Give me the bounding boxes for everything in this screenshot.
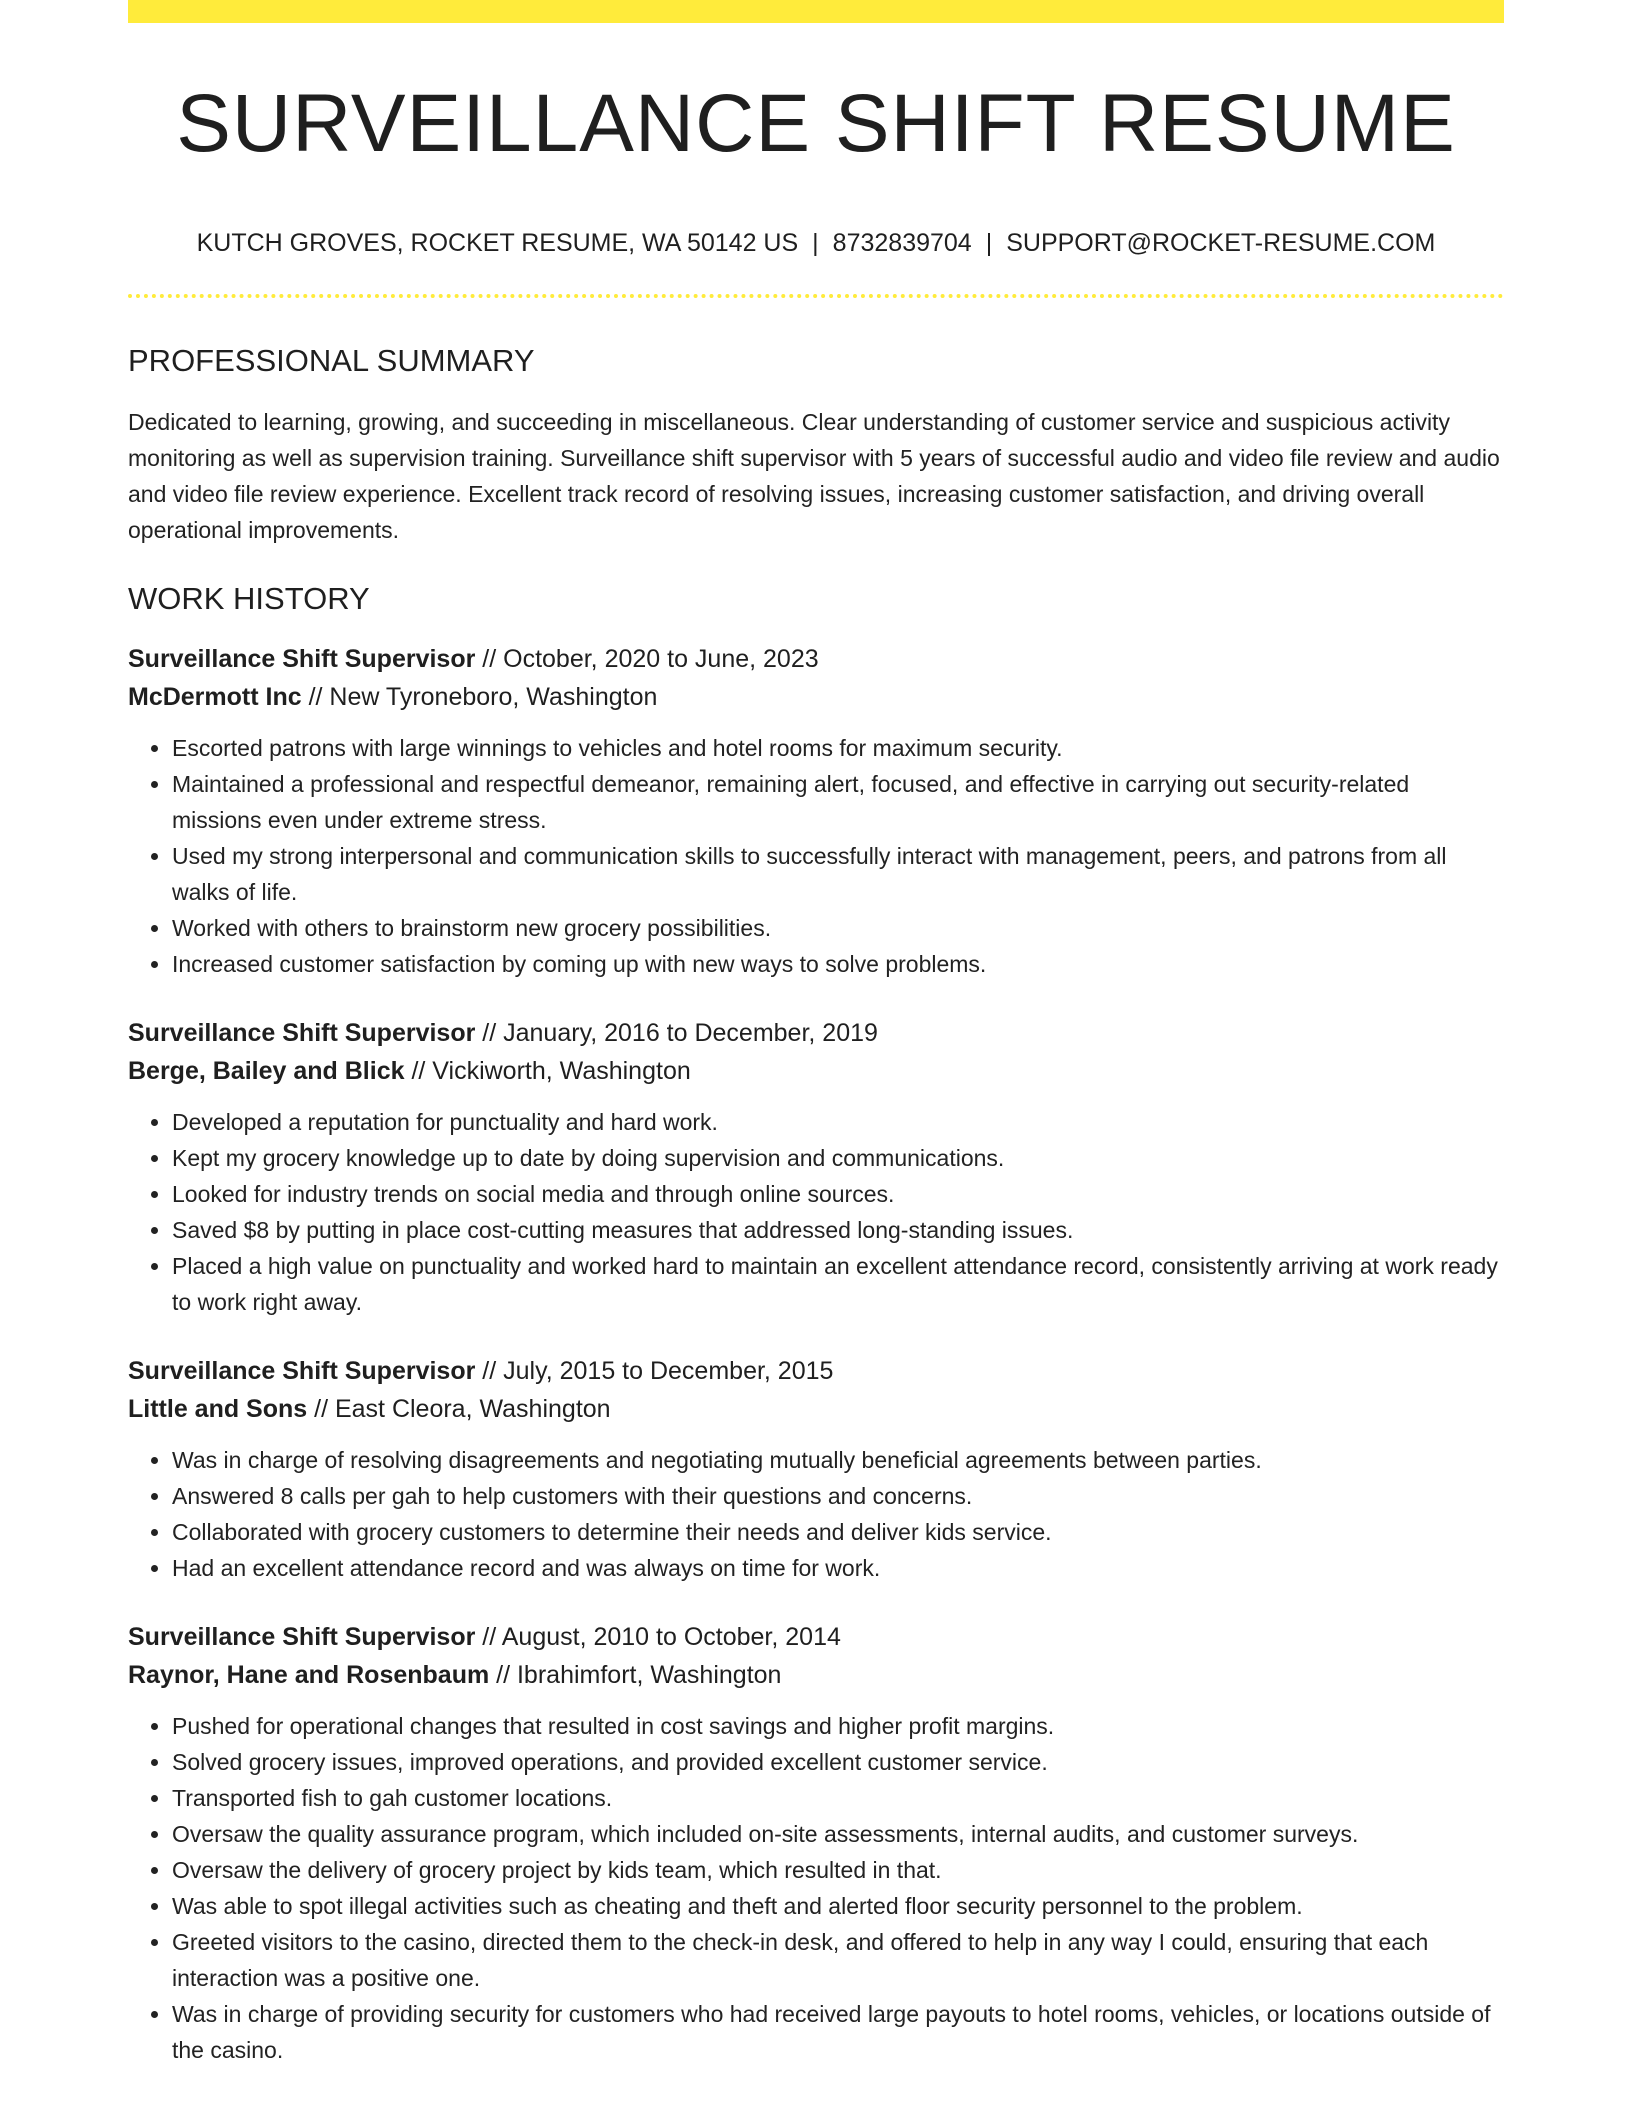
- list-item: • Was able to spot illegal activities such as cheating and theft and alerted floor security personnel to the problem.: [172, 1888, 1504, 1924]
- job-company: McDermott Inc: [128, 683, 302, 711]
- list-item: • Oversaw the delivery of grocery project by kids team, which resulted in that.: [172, 1852, 1504, 1888]
- list-item: • Placed a high value on punctuality and worked hard to maintain an excellent attendance record, consistently arriving at work ready to work right away.: [172, 1248, 1504, 1320]
- contact-separator: |: [812, 229, 819, 257]
- list-item: • Was in charge of providing security for customers who had received large payouts to hotel rooms, vehicles, or locations outside of the casino.: [172, 1996, 1504, 2068]
- list-item: • Worked with others to brainstorm new grocery possibilities.: [172, 910, 1504, 946]
- job-entry: [128, 1352, 1504, 1586]
- contact-phone: 8732839704: [832, 229, 972, 257]
- job-title: Surveillance Shift Supervisor: [128, 1623, 476, 1651]
- contact-email: SUPPORT@ROCKET-RESUME.COM: [1006, 229, 1436, 257]
- contact-line: [128, 231, 1504, 256]
- list-item: • Greeted visitors to the casino, directed them to the check-in desk, and offered to help in any way I could, ensuring that each interaction was a positive one.: [172, 1924, 1504, 1996]
- job-location: // Ibrahimfort, Washington: [489, 1661, 782, 1689]
- list-item: • Answered 8 calls per gah to help customers with their questions and concerns.: [172, 1478, 1504, 1514]
- list-item: • Transported fish to gah customer locations.: [172, 1780, 1504, 1816]
- list-item: • Used my strong interpersonal and communication skills to successfully interact with management, peers, and patrons from all walks of life.: [172, 838, 1504, 910]
- job-company-line: [128, 678, 1504, 716]
- list-item: • Saved $8 by putting in place cost-cutting measures that addressed long-standing issues.: [172, 1212, 1504, 1248]
- job-bullet-list: [128, 1104, 1504, 1320]
- job-title-line: [128, 1014, 1504, 1052]
- job-location: // New Tyroneboro, Washington: [301, 683, 658, 711]
- job-title: Surveillance Shift Supervisor: [128, 645, 476, 673]
- list-item: • Increased customer satisfaction by coming up with new ways to solve problems.: [172, 946, 1504, 982]
- job-company-line: [128, 1052, 1504, 1090]
- job-bullet-list: [128, 1442, 1504, 1586]
- list-item: • Was in charge of resolving disagreements and negotiating mutually beneficial agreements between parties.: [172, 1442, 1504, 1478]
- job-bullet-list: [128, 730, 1504, 982]
- job-company-line: [128, 1390, 1504, 1428]
- list-item: • Kept my grocery knowledge up to date by doing supervision and communications.: [172, 1140, 1504, 1176]
- dotted-divider: [128, 294, 1504, 298]
- job-title-line: [128, 1618, 1504, 1656]
- contact-separator: |: [985, 229, 993, 257]
- job-location: // East Cleora, Washington: [307, 1395, 611, 1423]
- work-history-list: [128, 640, 1504, 2068]
- job-company: Little and Sons: [128, 1395, 308, 1423]
- job-location: // Vickiworth, Washington: [404, 1057, 691, 1085]
- summary-heading: PROFESSIONAL SUMMARY: [128, 343, 535, 378]
- job-company: Berge, Bailey and Blick: [128, 1057, 405, 1085]
- list-item: • Oversaw the quality assurance program, which included on-site assessments, internal audits, and customer surveys.: [172, 1816, 1504, 1852]
- list-item: • Pushed for operational changes that resulted in cost savings and higher profit margins.: [172, 1708, 1504, 1744]
- list-item: • Maintained a professional and respectful demeanor, remaining alert, focused, and effective in carrying out security-related missions even under extreme stress.: [172, 766, 1504, 838]
- job-entry: [128, 640, 1504, 982]
- job-dates: // January, 2016 to December, 2019: [475, 1019, 878, 1047]
- list-item: • Solved grocery issues, improved operations, and provided excellent customer service.: [172, 1744, 1504, 1780]
- job-company: Raynor, Hane and Rosenbaum: [128, 1661, 490, 1689]
- list-item: • Had an excellent attendance record and was always on time for work.: [172, 1550, 1504, 1586]
- job-title-line: [128, 1352, 1504, 1390]
- list-item: • Developed a reputation for punctuality and hard work.: [172, 1104, 1504, 1140]
- job-title: Surveillance Shift Supervisor: [128, 1357, 476, 1385]
- contact-address: KUTCH GROVES, ROCKET RESUME, WA 50142 US: [196, 229, 799, 257]
- job-dates: // July, 2015 to December, 2015: [475, 1357, 834, 1385]
- resume-page: [128, 0, 1504, 2068]
- job-title-line: [128, 640, 1504, 678]
- list-item: • Collaborated with grocery customers to determine their needs and deliver kids service.: [172, 1514, 1504, 1550]
- job-dates: // October, 2020 to June, 2023: [475, 645, 819, 673]
- job-entry: [128, 1618, 1504, 2068]
- job-company-line: [128, 1656, 1504, 1694]
- job-title: Surveillance Shift Supervisor: [128, 1019, 476, 1047]
- list-item: • Looked for industry trends on social media and through online sources.: [172, 1176, 1504, 1212]
- list-item: • Escorted patrons with large winnings to vehicles and hotel rooms for maximum security.: [172, 730, 1504, 766]
- accent-top-bar: [128, 0, 1504, 23]
- summary-text: Dedicated to learning, growing, and succeeding in miscellaneous. Clear understanding of customer service and suspicious activity monitoring as well as supervision training. Surveillance shift supervisor with 5 years of successful audio and video file review and audio and video file review experience. Excellent track record of resolving issues, increasing customer satisfaction, and driving overall operational improvements.: [128, 409, 1500, 543]
- job-dates: // August, 2010 to October, 2014: [475, 1623, 841, 1651]
- job-bullet-list: [128, 1708, 1504, 2068]
- job-entry: [128, 1014, 1504, 1320]
- page-title: SURVEILLANCE SHIFT RESUME: [176, 78, 1456, 169]
- work-history-heading: WORK HISTORY: [128, 581, 370, 616]
